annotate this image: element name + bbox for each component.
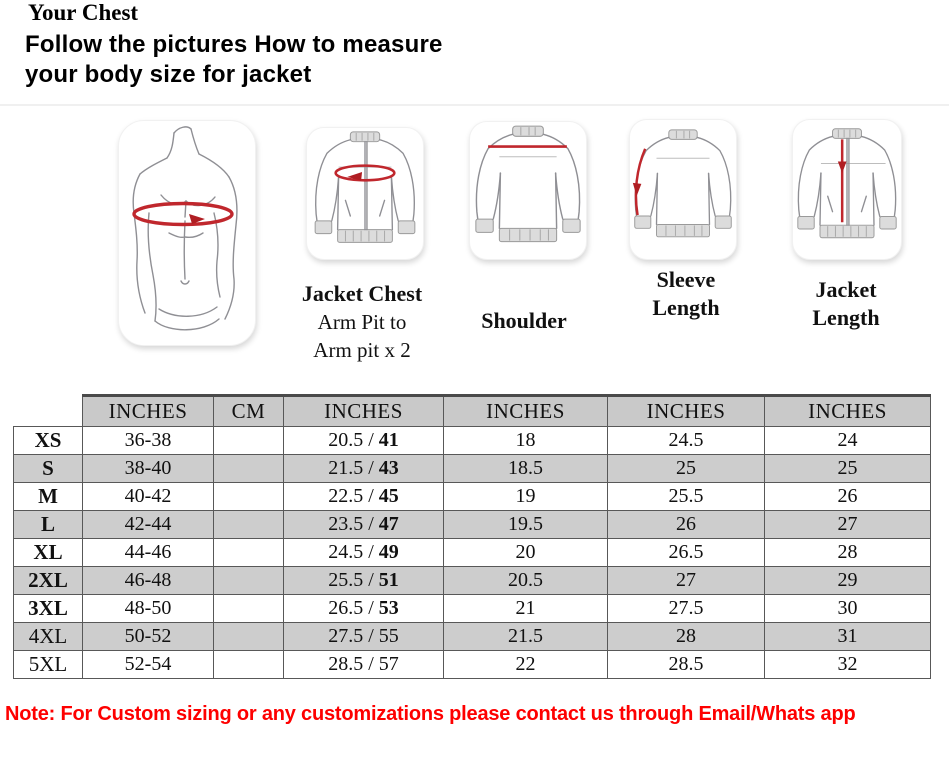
sleeve-length-label-line2: Length — [652, 295, 720, 320]
shoulder-value: 19.5 — [444, 511, 608, 539]
jacket-chest-illustration — [307, 128, 423, 259]
jacket-chest-value: 28.5 / 57 — [284, 651, 444, 679]
table-row-3xl — [14, 595, 931, 623]
cm-value — [214, 595, 284, 623]
shoulder-value: 18.5 — [444, 455, 608, 483]
cm-value — [214, 427, 284, 455]
table-row-xs — [14, 427, 931, 455]
table-row-m — [14, 483, 931, 511]
size-label: 5XL — [14, 651, 83, 679]
sleeve-value: 28.5 — [608, 651, 765, 679]
sleeve-length-label — [624, 266, 748, 322]
jacket-chest-label — [278, 280, 446, 364]
jacket-length-illustration — [793, 120, 901, 259]
jacket-length-label — [784, 276, 908, 332]
shoulder-value: 21 — [444, 595, 608, 623]
jacket-length-label-line1: Jacket — [815, 277, 877, 302]
length-value: 27 — [765, 511, 931, 539]
table-row-5xl — [14, 651, 931, 679]
torso-chest-figure — [118, 120, 256, 346]
size-label: S — [14, 455, 83, 483]
sleeve-value: 27 — [608, 567, 765, 595]
shoulder-illustration — [470, 122, 586, 259]
header-chest-inches: INCHES — [83, 396, 214, 427]
length-value: 26 — [765, 483, 931, 511]
size-label: 3XL — [14, 595, 83, 623]
shoulder-value: 21.5 — [444, 623, 608, 651]
length-value: 28 — [765, 539, 931, 567]
jacket-chest-value: 21.5 / 43 — [284, 455, 444, 483]
cm-value — [214, 483, 284, 511]
length-value: 24 — [765, 427, 931, 455]
sleeve-length-illustration — [630, 120, 736, 259]
jacket-chest-value: 25.5 / 51 — [284, 567, 444, 595]
size-table-header-row — [14, 396, 931, 427]
table-row-xl — [14, 539, 931, 567]
shoulder-value: 20.5 — [444, 567, 608, 595]
custom-sizing-note: Note: For Custom sizing or any customizations please contact us through Email/Whats app — [5, 703, 856, 725]
header-chest-cm: CM — [214, 396, 284, 427]
header-shoulder-inches: INCHES — [444, 396, 608, 427]
sleeve-value: 26.5 — [608, 539, 765, 567]
header-length-inches: INCHES — [765, 396, 931, 427]
chest-value: 50-52 — [83, 623, 214, 651]
chest-value: 44-46 — [83, 539, 214, 567]
your-chest-label: Your Chest — [27, 0, 139, 25]
chest-value: 40-42 — [83, 483, 214, 511]
jacket-chest-label-sub2: Arm pit x 2 — [313, 338, 411, 362]
cm-value — [214, 455, 284, 483]
table-row-2xl — [14, 567, 931, 595]
jacket-length-figure — [792, 119, 902, 260]
sleeve-length-figure — [629, 119, 737, 260]
chest-value: 46-48 — [83, 567, 214, 595]
page-title-line2: your body size for jacket — [25, 61, 312, 88]
shoulder-value: 22 — [444, 651, 608, 679]
torso-chest-illustration — [119, 121, 255, 345]
jacket-chest-value: 23.5 / 47 — [284, 511, 444, 539]
shoulder-label: Shoulder — [481, 308, 567, 333]
cm-value — [214, 567, 284, 595]
sleeve-length-label-line1: Sleeve — [656, 267, 716, 292]
shoulder-value: 18 — [444, 427, 608, 455]
jacket-chest-value: 20.5 / 41 — [284, 427, 444, 455]
shoulder-figure — [469, 121, 587, 260]
cm-value — [214, 651, 284, 679]
chest-value: 42-44 — [83, 511, 214, 539]
chest-value: 48-50 — [83, 595, 214, 623]
page-title — [25, 30, 443, 90]
length-value: 30 — [765, 595, 931, 623]
chest-value: 36-38 — [83, 427, 214, 455]
size-label: 4XL — [14, 623, 83, 651]
size-label: M — [14, 483, 83, 511]
sleeve-value: 27.5 — [608, 595, 765, 623]
jacket-chest-value: 24.5 / 49 — [284, 539, 444, 567]
cm-value — [214, 623, 284, 651]
jacket-chest-value: 27.5 / 55 — [284, 623, 444, 651]
size-table — [13, 394, 931, 679]
length-value: 25 — [765, 455, 931, 483]
length-value: 31 — [765, 623, 931, 651]
size-label: XS — [14, 427, 83, 455]
header-jacket-chest-inches: INCHES — [284, 396, 444, 427]
jacket-chest-value: 22.5 / 45 — [284, 483, 444, 511]
sleeve-value: 28 — [608, 623, 765, 651]
sleeve-value: 25.5 — [608, 483, 765, 511]
header-sleeve-inches: INCHES — [608, 396, 765, 427]
chest-value: 38-40 — [83, 455, 214, 483]
page-title-line1: Follow the pictures How to measure — [25, 31, 443, 58]
sleeve-value: 24.5 — [608, 427, 765, 455]
sleeve-value: 26 — [608, 511, 765, 539]
table-row-4xl — [14, 623, 931, 651]
size-label: L — [14, 511, 83, 539]
jacket-chest-figure — [306, 127, 424, 260]
sleeve-value: 25 — [608, 455, 765, 483]
chest-value: 52-54 — [83, 651, 214, 679]
length-value: 32 — [765, 651, 931, 679]
table-row-s — [14, 455, 931, 483]
shoulder-value: 19 — [444, 483, 608, 511]
size-label: XL — [14, 539, 83, 567]
cm-value — [214, 539, 284, 567]
jacket-chest-label-title: Jacket Chest — [301, 281, 423, 306]
header-corner-cell — [14, 396, 83, 427]
jacket-chest-label-sub1: Arm Pit to — [317, 310, 407, 334]
jacket-chest-value: 26.5 / 53 — [284, 595, 444, 623]
size-label: 2XL — [14, 567, 83, 595]
top-divider — [0, 104, 949, 106]
shoulder-value: 20 — [444, 539, 608, 567]
table-row-l — [14, 511, 931, 539]
jacket-length-label-line2: Length — [812, 305, 880, 330]
length-value: 29 — [765, 567, 931, 595]
cm-value — [214, 511, 284, 539]
